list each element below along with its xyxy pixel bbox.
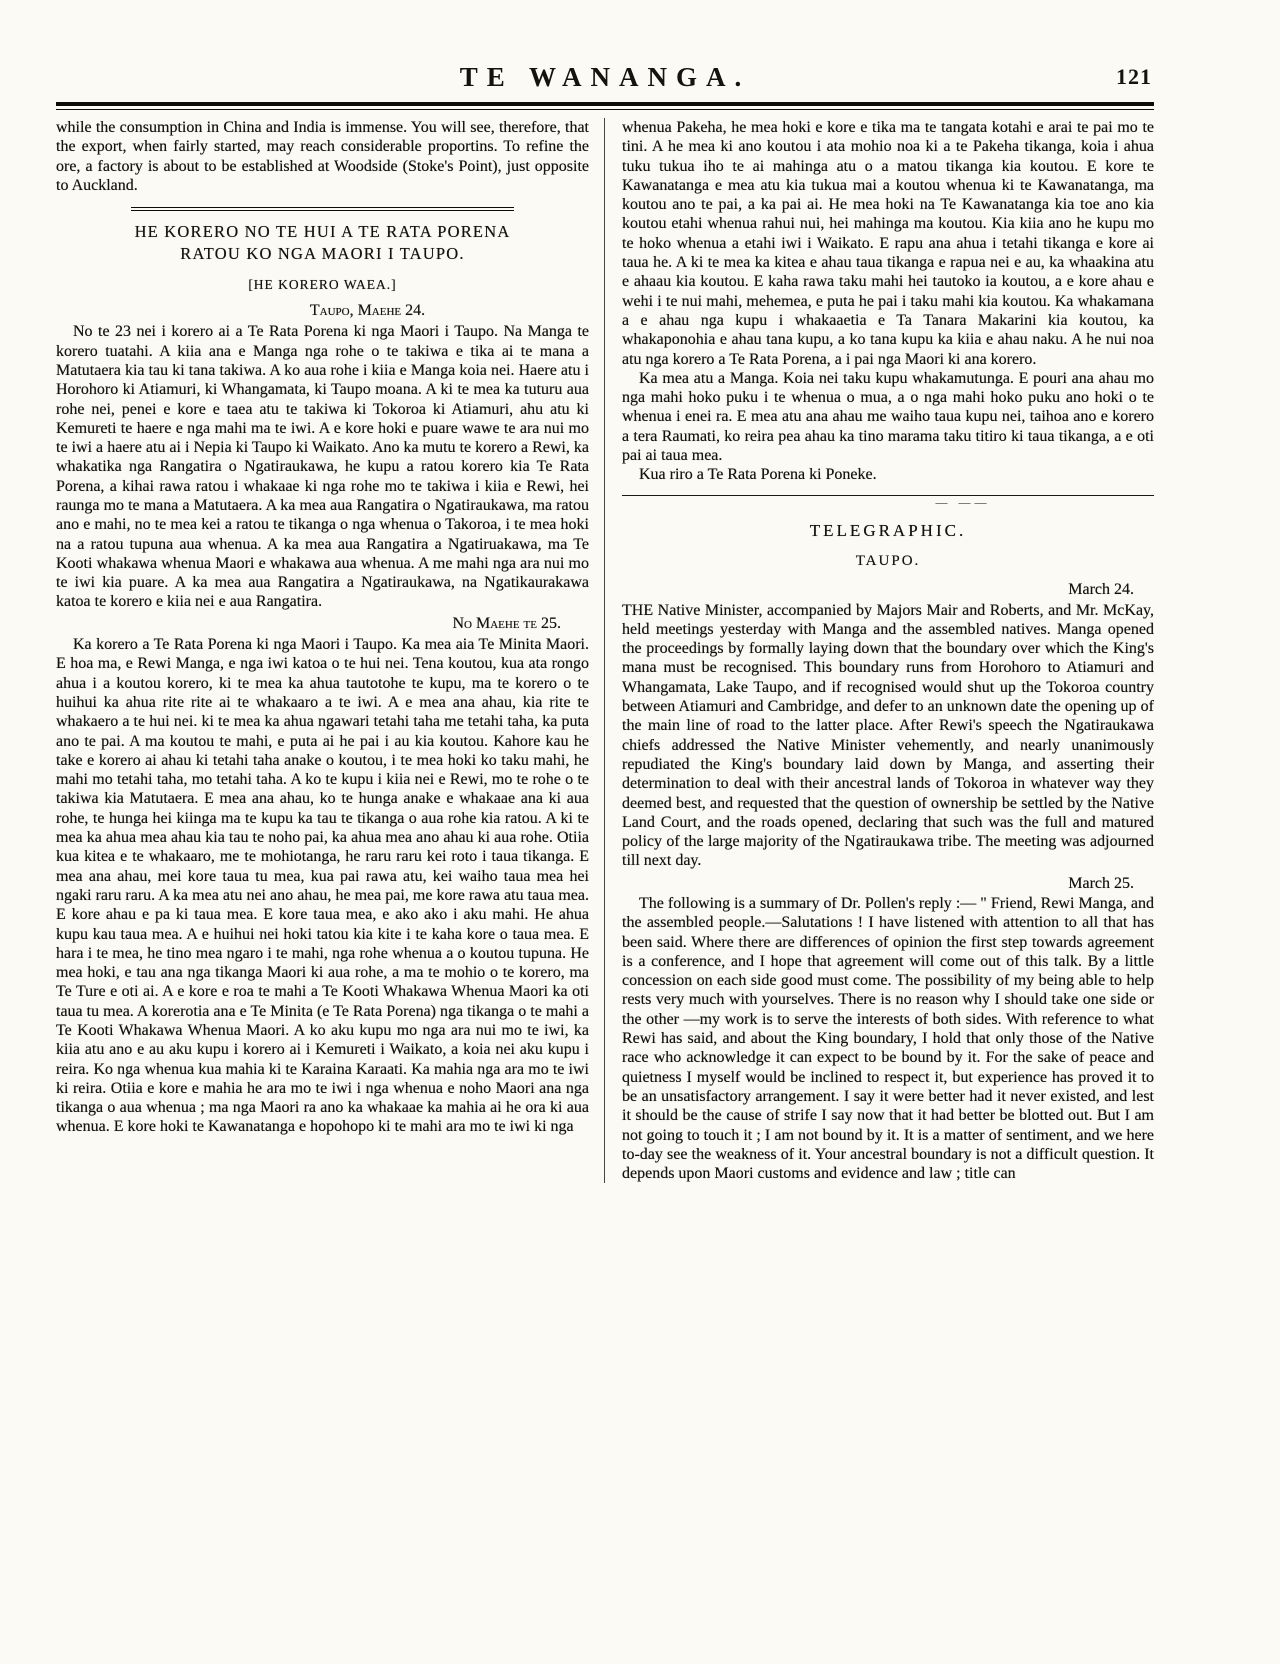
masthead [56,56,1154,100]
rule-ornament: — —— [935,494,991,509]
article-heading-line-2: RATOU KO NGA MAORI I TAUPO. [180,244,465,264]
taupo-heading: TAUPO. [855,552,921,569]
dateline-march-25: March 25. [1068,874,1134,892]
left-column [56,118,605,1183]
dateline-march-24: March 24. [1068,581,1134,599]
paragraph-poneke: Kua riro a Te Rata Porena ki Poneke. [639,466,877,484]
article-divider-rule [131,207,515,211]
right-column [605,118,1154,1183]
masthead-rule [56,102,1154,110]
newspaper-title: TE WANANGA. [459,62,751,92]
dateline-taupo-maehe-24: Taupo, Maehe 24. [309,302,426,320]
page-number: 121 [1116,64,1152,89]
paragraph-maehe-25: Ka korero a Te Rata Porena ki nga Maori i Taupo. Ka mea aia Te Minita Maori. E hoa ma, e Rewi Manga, e nga iwi katoa o te hui nei. Tena koutou, kua ata rongo ahua i a koutou korero, ki te mea ka ahua tautotohe te kupu, ma te korero o te huihui ka ahua rite rite ai te whakaaro a te iwi. A e mea ana ahau, kia rite te whakaero a te hui nei. ki te mea ka ahua ngawari tetahi taha me tetahi taha, ka puta ano te pai. A ma koutou te mahi, e puta ai he pai i au kia koutou. Kahore kau he take e korero ai ahau ki tetahi taha anake o koutou, i te mea hoki ko taku mahi, he mahi mo tetahi taha, mo tetahi taha. A ko te kupu i kiia nei e Rewi, mo te rohe o te takiwa kia Matutaera. E mea ana ahau, ko te hunga anake e whakaae ana ki aua rohe, te hunga hei kiinga ma te kupu ka tau te tikanga o aua rohe kia ratou. A ki te mea ka ahua mea ahau kia tau te noho pai, ka ahua mea ano ahau ki aua rohe. Otiia kua kitea e te whakaaro, me te mohiotanga, he raru raru kei roto i taua tikanga. E mea ana ahau, mei kore taua tu mea, kua pai rawa atu, kei waiho taua mea hei ngaki raru raru. A ka mea atu nei ano ahau, he mea pai, me kore rawa atu taua mea. E kore ahau e pa ki taua mea. E kore taua mea, e ako ako i aku mahi. He ahua kupu kau taua mea. A e huihui nei hoki tatou kia kite i te kaha kore o taua mea. E hara i te mea, he tino mea ngaro i te mahi, nga rohe whenua a o koutou tupuna. He mea hoki, e tau ana nga tikanga Maori ki aua rohe, a ma te mohio o te korero, ma Te Ture e oti ai. A e kore e roa te mahi a Te Kooti Whakawa Whenua Maori ka oti taua tu mea. A korerotia ana e Te Minita (e Te Rata Porena) nga tikanga o te mahi a Te Kooti Whakawa Whenua Maori. A ko aku kupu mo nga ara nui mo te iwi, ka kiia atu ano e au aku kupu i korero ai i Kemureti i Waikato, a koia nei aku kupu i reira. Ko nga whenua kua mahia ki te Karaina Karaati. Ka mahia nga ara mo te iwi ki reira. Otiia e kore e mahia he ara mo te iwi i nga whenua e noho Maori ana nga tikanga o aua whenua ; ma nga Maori ra ano ka whakaae ka mahia ai he ora ki aua whenua. E kore hoki te Kawanatanga e hopohopo ki te mahi ara mo te iwi ki nga [56,636,589,1136]
article-subheading: [HE KORERO WAEA.] [248,276,397,292]
telegraphic-heading: TELEGRAPHIC. [809,520,967,540]
paragraph-march-25: The following is a summary of Dr. Pollen's reply :— " Friend, Rewi Manga, and the assembled people.—Salutations ! I have listened with attention to all that has been said. Where there are differences of opinion the first step towards agreement is a conference, and I hope that agreement will come out of this talk. By a little concession on each side good must come. The possibility of my being able to help rests very much with yourselves. There is no reason why I should take one side or the other —my work is to serve the interests of both sides. With reference to what Rewi has said, and about the King boundary, I hold that only those of the Native race who acknowledge it can expect to be bound by it. For the sake of peace and quietness I myself would be inclined to respect it, but experience has proved it to be an unsatisfactory arrangement. I say it were better had it never existed, and lest it should be the cause of strife I say now that it had better be blotted out. But I am not going to touch it ; I am not bound by it. It is a matter of sentiment, and we here to-day see the weakness of it. Your ancestral boundary is not a difficult question. It depends upon Maori customs and evidence and law ; title can [622,894,1154,1183]
page-columns [56,118,1154,1183]
article-heading [56,221,589,266]
article-heading-line-1: HE KORERO NO TE HUI A TE RATA PORENA [134,222,511,242]
paragraph-maehe-24: No te 23 nei i korero ai a Te Rata Porena ki nga Maori i Taupo. Na Manga te korero tuatahi. A kiia ana e Manga nga rohe o te takiwa e tika ai te mana a Matutaera kia tau ki tana takiwa. A ko aua rohe i kiia e Manga koia nei. Haere atu i Horohoro ki Atiamuri, ki Whangamata, ki Taupo moana. A ki te mea ka tuturu aua rohe nei, penei e kore e taea atu te takiwa ki Tokoroa ki Atiamuri, ahu atu ki Kemureti te haere e nga mahi ma te iwi. A e kore hoki e puare wawe te ara nui mo te iwi a haere atu ai i Nepia ki Taupo ki Waikato. Ano ka mutu te korero a Rewi, ka whakatika nga Rangatira o Ngatiraukawa, he kupu a ratou korero kia Te Rata Porena, a kihai rawa ratou i whakaae ki nga rohe mo te takiwa i kiia e Rewi, hei raunga mo te mana a Matutaera. A ka mea aua Rangatira o Ngatiraukawa, ma ratou ano e mahi, no te mea kei a ratou te tikanga o nga whenua o Takoroa, i te mea hoki na a ratou tupuna aua whenua. A ka mea aua Rangatira a Ngatiruakawa, ma Te Kooti whakawa whenua Maori e whakawa aua whenua. A me mahi nga ara nui mo te iwi kia puare. A ka mea aua Rangatira a Ngatiraukawa, na Ngatikaurakawa katoa te korero e kiia nei e aua Rangatira. [56,323,589,611]
continuation-paragraph: while the consumption in China and India is immense. You will see, therefore, that the export, when fairly started, may reach considerable proportins. To refine the ore, a factory is about to be established at Woodside (Stoke's Point), just opposite to Auckland. [56,119,589,194]
dateline-maehe-25: No Maehe te 25. [452,614,561,632]
paragraph-manga-reply: Ka mea atu a Manga. Koia nei taku kupu whakamutunga. E pouri ana ahau mo nga mahi hoko puku i te whenua o mua, a o nga mahi hoko puku ano hoki o te whenua i enei ra. E mea atu ana ahau me waiho taua kupu nei, taihoa ano e korero a tera Raumati, ko reira pea ahau ka tino marama taku titiro ki taua tikanga, a e oti pai ai taua mea. [622,369,1154,465]
paragraph-march-24: THE Native Minister, accompanied by Majors Mair and Roberts, and Mr. McKay, held meetings yesterday with Manga and the assembled natives. Manga opened the proceedings by formally laying down that the boundary over which the King's mana must be recognised. This boundary runs from Horohoro to Atiamuri and Whangamata, Lake Taupo, and if recognised would shut up the Tokoroa country between Atiamuri and Cambridge, and defer to an unknown date the opening up of the main line of road to the latter place. After Rewi's speech the Ngatiraukawa chiefs addressed the Native Minister vehemently, and nearly unanimously repudiated the King's boundary laid down by Manga, and asserting their determination to deal with their ancestral lands of Tokoroa in whatever way they deemed best, and requested that the question of ownership be settled by the Native Land Court, and the roads opened, declaring that such was the full and matured policy of the large majority of the Ngatiraukawa tribe. The meeting was adjourned till next day. [622,601,1154,870]
paragraph-continuation: whenua Pakeha, he mea hoki e kore e tika ma te tangata kotahi e arai te pai mo te tini. A he mea ki ano koutou i ata mohio noa ki a te Pakeha tikanga, koia i ahua tuku tukua iho te ai mahinga atu o a matou tikanga kia koutou. E kore te Kawanatanga e mea atu kia tukua mai a koutou whenua ki te Kawanatanga, ma koutou ano te pai, a ka pai ai. He mea hoki na Te Kawanatanga kia toe ano kia koutou etahi whenua rahui nui, hei mahinga ma koutou. Kia kiia ano he kupu mo te hoko whenua a etahi iwi i Waikato. E rapu ana ahua i tetahi tikanga e kore ai taua he. A ki te mea ka kitea e ahau taua tikanga e rapua nei e au, ka whaakina atu e ahaau kia koutou. E kaha rawa taku mahi hei tautoko ia koutou, a e kore ahau e wehi i te nui mahi, mehemea, e puta he pai i taku mahi kia koutou. Ka whakamana a e ahau nga kupu i whakaaetia e Ta Tanara Makarini kia koutou, ka whakaponohia e ahau tana kupu, a ko tana kupu ka kiia e ahau naku. A he nui noa atu nga korero a Te Rata Porena, a i pai nga Maori ki ana korero. [622,119,1154,368]
